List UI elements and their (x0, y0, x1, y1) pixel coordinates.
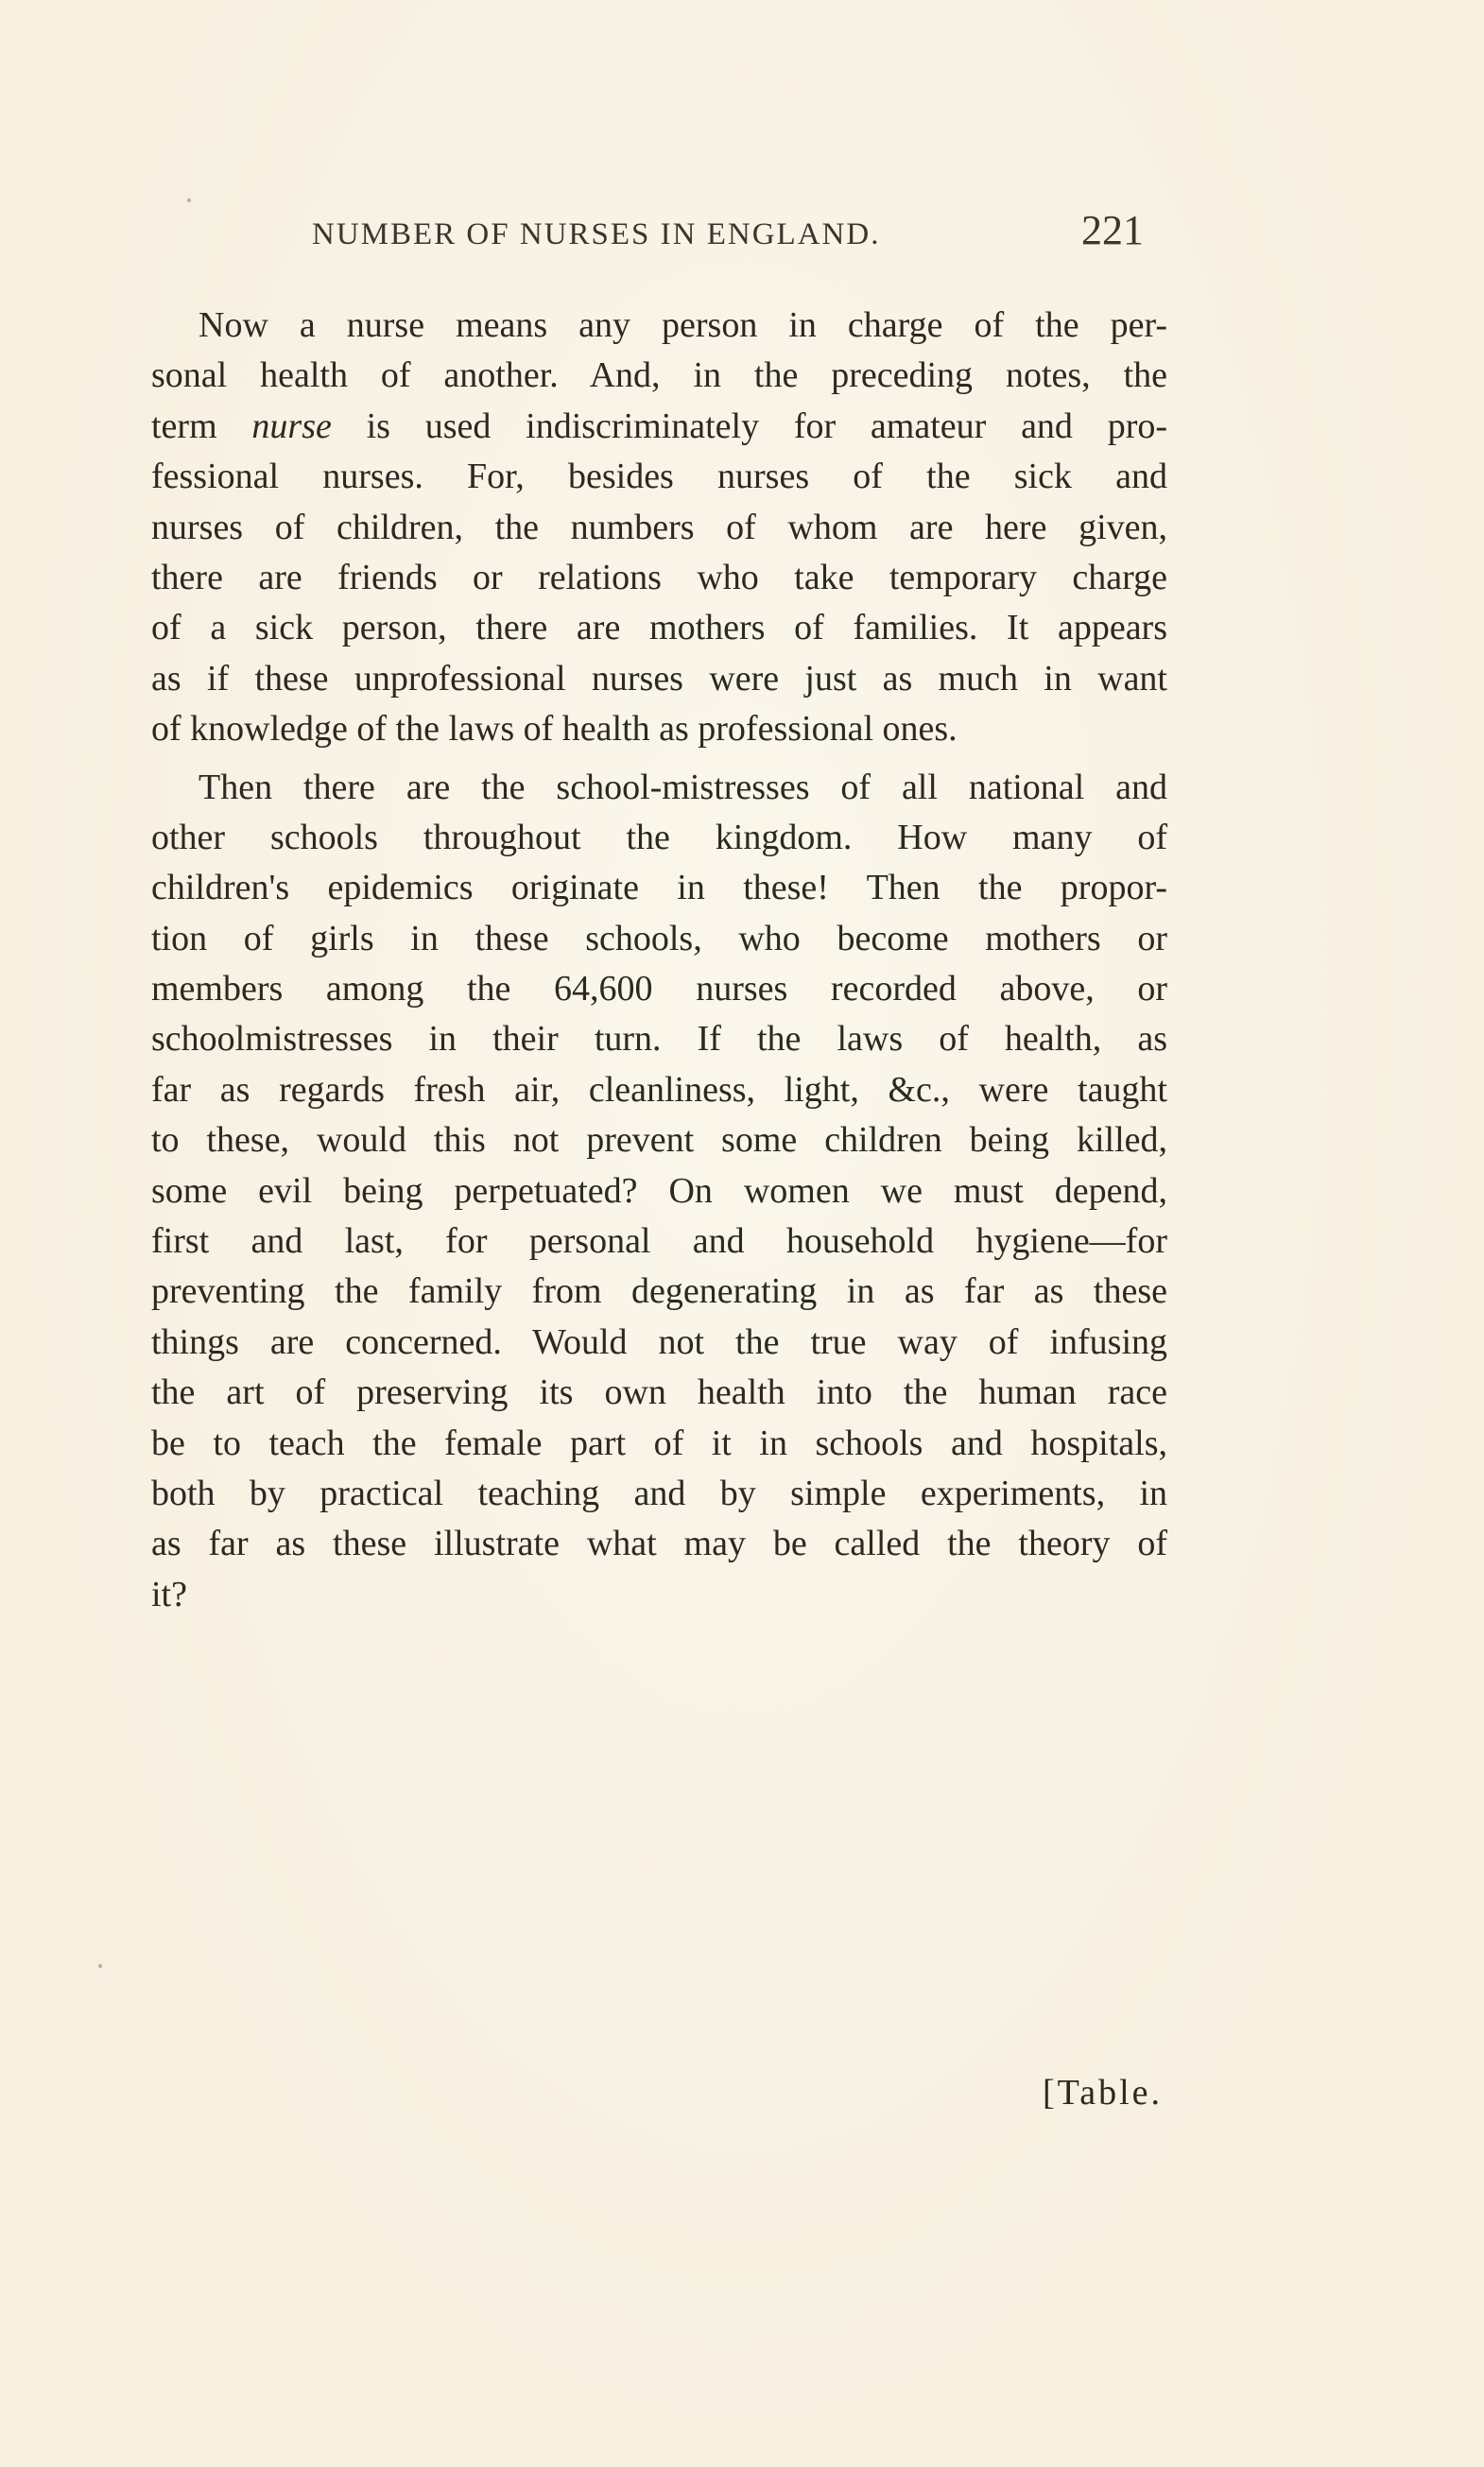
catchword-text: [Table. (1043, 2073, 1164, 2113)
text-line: be to teach the female part of it in schools and hospitals, (151, 1423, 1167, 1463)
paragraph-gap (151, 755, 1167, 763)
text-line: sonal health of another. And, in the preceding notes, the (151, 355, 1167, 396)
text-line: Then there are the school-mistresses of all national and (198, 767, 1167, 807)
text-line: children's epidemics originate in these! Then the propor- (151, 868, 1167, 908)
italic-word: nurse (251, 405, 332, 446)
text-line: there are friends or relations who take temporary charge (151, 557, 1167, 597)
text-line: schoolmistresses in their turn. If the laws of health, as (151, 1019, 1167, 1060)
text-line: preventing the family from degenerating in as far as these (151, 1271, 1167, 1312)
text-line: of a sick person, there are mothers of families. It appears (151, 608, 1167, 648)
text-line: both by practical teaching and by simple experiments, in (151, 1473, 1167, 1513)
text-line: other schools throughout the kingdom. How many of (151, 817, 1167, 857)
text-line: Now a nurse means any person in charge of the per- (198, 305, 1167, 345)
text-line: things are concerned. Would not the true way of infusing (151, 1321, 1167, 1362)
text-line (151, 402, 1167, 452)
running-title: NUMBER OF NURSES IN ENGLAND. (312, 217, 881, 251)
line-start: term (151, 405, 252, 446)
body-text (151, 301, 1167, 1620)
page-number: 221 (1081, 207, 1144, 253)
paper-speck (98, 1964, 102, 1968)
text-line: of knowledge of the laws of health as professional ones. (151, 709, 958, 750)
text-line: far as regards fresh air, cleanliness, light, &c., were taught (151, 1069, 1167, 1110)
text-line: to these, would this not prevent some children being killed, (151, 1120, 1167, 1161)
text-line: fessional nurses. For, besides nurses of the sick and (151, 457, 1167, 497)
text-line: as far as these illustrate what may be called the theory of (151, 1524, 1167, 1564)
line-rest: is used indiscriminately for amateur and pro- (331, 405, 1167, 446)
text-line: the art of preserving its own health into the human race (151, 1372, 1167, 1413)
text-line: some evil being perpetuated? On women we must depend, (151, 1170, 1167, 1211)
text-line: nurses of children, the numbers of whom are here given, (151, 507, 1167, 547)
text-line: members among the 64,600 nurses recorded above, or (151, 969, 1167, 1009)
text-line: first and last, for personal and household hygiene—for (151, 1221, 1167, 1262)
catchword (1043, 2072, 1163, 2113)
text-line: it? (151, 1574, 187, 1614)
text-line: tion of girls in these schools, who become mothers or (151, 918, 1167, 958)
text-line: as if these unprofessional nurses were just as much in want (151, 658, 1167, 699)
paper-speck (187, 198, 191, 202)
running-head (312, 206, 1144, 263)
